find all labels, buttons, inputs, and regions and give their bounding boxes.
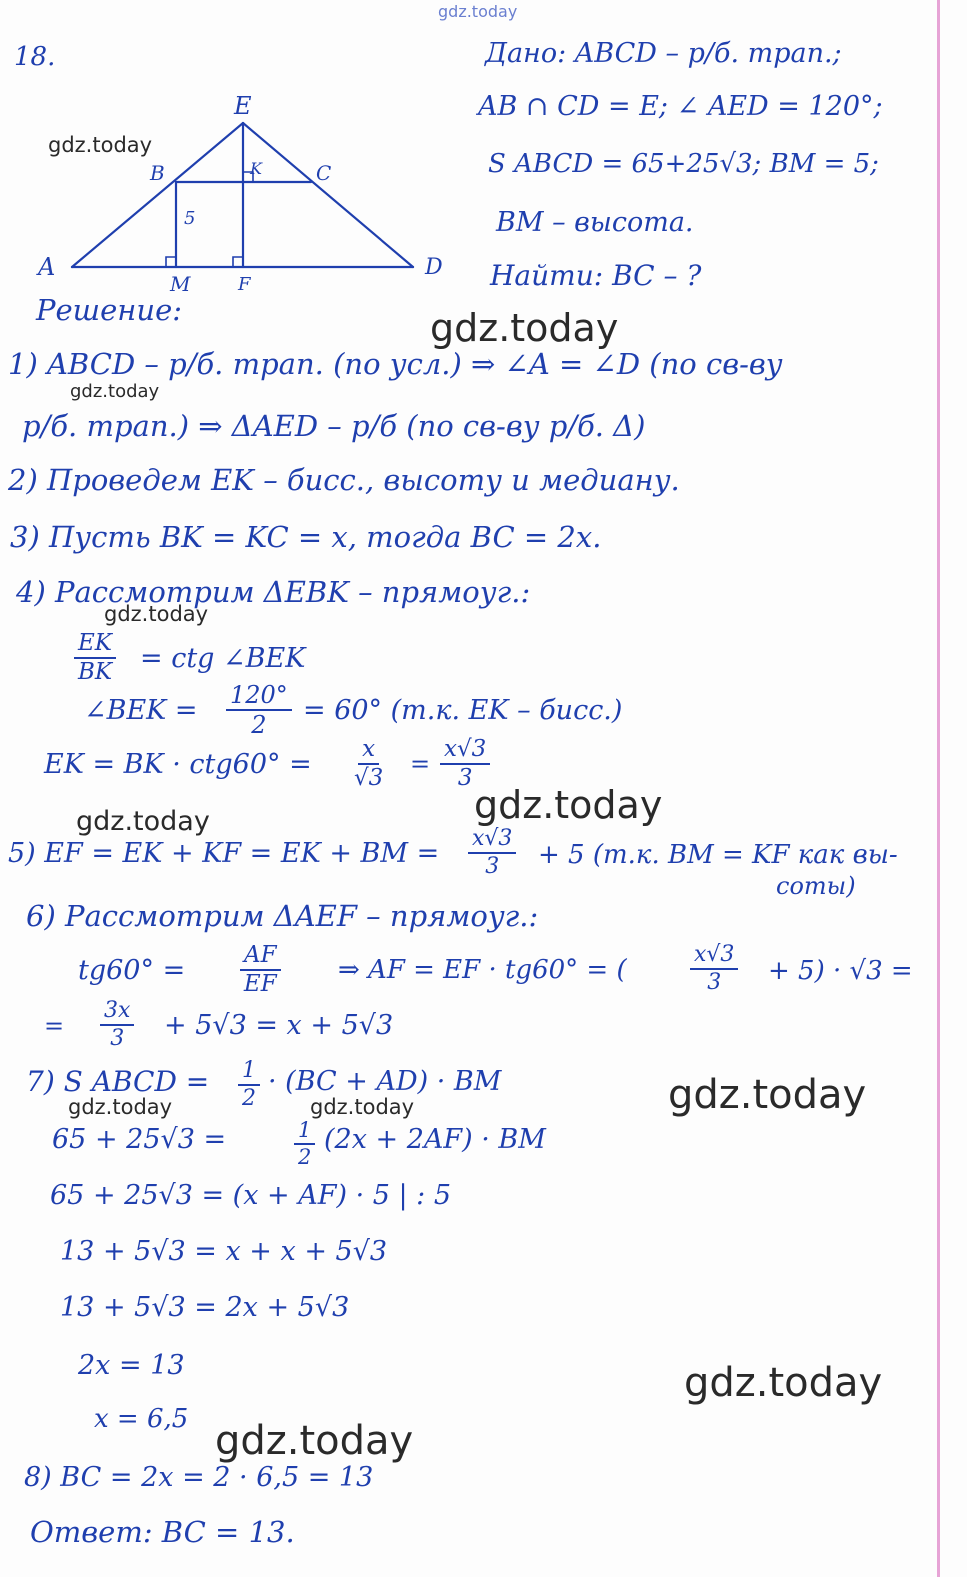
label-b: B — [150, 161, 165, 185]
fraction-denominator: 3 — [110, 1026, 125, 1051]
given-line-1: Дано: ABCD – р/б. трап.; — [485, 38, 842, 69]
fraction-half-2 — [294, 1120, 315, 1168]
given-line-4: BM – высота. — [496, 207, 694, 238]
eq-2x: 2x = 13 — [78, 1350, 185, 1381]
angle-60-note: = 60° (т.к. EK – бисс.) — [303, 695, 623, 726]
fraction-denominator: 2 — [242, 1086, 256, 1111]
side-ed — [243, 123, 413, 267]
step-5-note: + 5 (т.к. BM = KF как вы- — [538, 840, 898, 870]
area-eq-2: 65 + 25√3 = (x + AF) · 5 | : 5 — [50, 1180, 452, 1211]
ctg-bek: = ctg ∠BEK — [140, 643, 306, 674]
fraction-numerator: x√3 — [690, 944, 738, 970]
watermark: gdz.today — [104, 602, 209, 626]
watermark: gdz.today — [68, 1095, 173, 1119]
watermark: gdz.today — [70, 381, 160, 402]
label-m: M — [170, 272, 191, 296]
fraction-step5 — [468, 828, 516, 878]
answer: Ответ: BC = 13. — [30, 1515, 295, 1549]
label-a: A — [38, 253, 56, 281]
area-eq-1-rest: (2x + 2AF) · BM — [324, 1124, 546, 1155]
watermark: gdz.today — [474, 783, 663, 827]
fraction-3x-3 — [100, 1000, 134, 1050]
area-eq-1: 65 + 25√3 = — [52, 1124, 227, 1155]
step-1-line-2: р/б. трап.) ⇒ ΔAED – р/б (по св-ву р/б. Δ) — [22, 409, 646, 443]
fraction-numerator: 3x — [100, 1000, 134, 1026]
label-k: K — [250, 159, 262, 178]
tg60-eq: tg60° = — [78, 955, 186, 986]
fraction-denominator: 2 — [298, 1145, 312, 1169]
area-eq-3: 13 + 5√3 = x + x + 5√3 — [60, 1236, 388, 1267]
label-f: F — [238, 274, 251, 295]
fraction-120-2 — [226, 683, 292, 737]
equals-sign: = — [410, 750, 431, 778]
watermark: gdz.today — [684, 1360, 883, 1406]
right-angle-f — [233, 257, 243, 267]
find-line: Найти: BC – ? — [490, 259, 702, 292]
af-equation: ⇒ AF = EF · tg60° = ( — [338, 955, 627, 985]
right-angle-m — [166, 257, 176, 267]
solution-heading: Решение: — [36, 293, 183, 327]
fraction-denominator: EF — [243, 971, 277, 997]
fraction-numerator: x√3 — [468, 828, 516, 854]
given-line-3: S ABCD = 65+25√3; BM = 5; — [488, 149, 879, 179]
watermark: gdz.today — [215, 1418, 414, 1464]
label-d: D — [425, 255, 443, 280]
watermark: gdz.today — [310, 1095, 415, 1119]
step-3: 3) Пусть BK = KC = x, тогда BC = 2x. — [10, 520, 602, 554]
fraction-denominator: 2 — [251, 711, 267, 739]
fraction-numerator: AF — [240, 944, 281, 971]
fraction-x-sqrt3 — [354, 738, 383, 790]
fraction-half — [238, 1060, 260, 1110]
angle-bek-eq: ∠BEK = — [84, 695, 198, 726]
given-line-2: AB ∩ CD = E; ∠ AED = 120°; — [478, 91, 883, 122]
label-c: C — [316, 161, 332, 185]
watermark: gdz.today — [76, 806, 210, 837]
step-8: 8) BC = 2x = 2 · 6,5 = 13 — [24, 1462, 374, 1493]
area-eq-4: 13 + 5√3 = 2x + 5√3 — [60, 1292, 350, 1323]
af-equation-end: + 5) · √3 = — [768, 956, 913, 986]
fraction-af-ef — [240, 944, 281, 996]
label-e: E — [234, 92, 252, 120]
fraction-ek-bk — [74, 632, 116, 684]
step-7: 7) S ABCD = — [26, 1065, 210, 1098]
fraction-numerator: 1 — [238, 1060, 260, 1086]
ek-equation: EK = BK · ctg60° = — [44, 749, 312, 780]
af-simplified: + 5√3 = x + 5√3 — [164, 1010, 394, 1041]
fraction-denominator: BK — [77, 659, 113, 685]
equals-sign-2: = — [44, 1012, 65, 1040]
fraction-denominator: 3 — [485, 854, 500, 879]
watermark: gdz.today — [430, 306, 619, 350]
watermark: gdz.today — [48, 133, 153, 157]
fraction-denominator: √3 — [354, 765, 384, 791]
step-2: 2) Проведем EK – бисс., высоту и медиану. — [8, 463, 680, 497]
fraction-numerator: 120° — [226, 683, 292, 711]
watermark-top: gdz.today — [438, 2, 518, 21]
fraction-numerator: x√3 — [440, 738, 490, 765]
eq-x: x = 6,5 — [94, 1404, 189, 1434]
step-4: 4) Рассмотрим ΔEBK – прямоуг.: — [16, 575, 531, 609]
fraction-numerator: EK — [74, 632, 116, 659]
watermark: gdz.today — [668, 1072, 867, 1118]
problem-number: 18. — [14, 42, 56, 72]
step-1-line-1: 1) ABCD – р/б. трап. (по усл.) ⇒ ∠A = ∠D (по св-ву — [8, 347, 783, 381]
area-formula: · (BC + AD) · BM — [268, 1066, 502, 1097]
label-height-5: 5 — [184, 208, 196, 229]
fraction-denominator: 3 — [457, 765, 473, 791]
step-5-note-end: соты) — [776, 872, 856, 900]
step-5: 5) EF = EK + KF = EK + BM = — [8, 838, 440, 869]
fraction-numerator: 1 — [294, 1120, 315, 1145]
fraction-numerator: x — [358, 738, 379, 765]
fraction-step6 — [690, 944, 738, 994]
fraction-denominator: 3 — [707, 970, 722, 995]
step-6: 6) Рассмотрим ΔAEF – прямоуг.: — [26, 899, 539, 933]
